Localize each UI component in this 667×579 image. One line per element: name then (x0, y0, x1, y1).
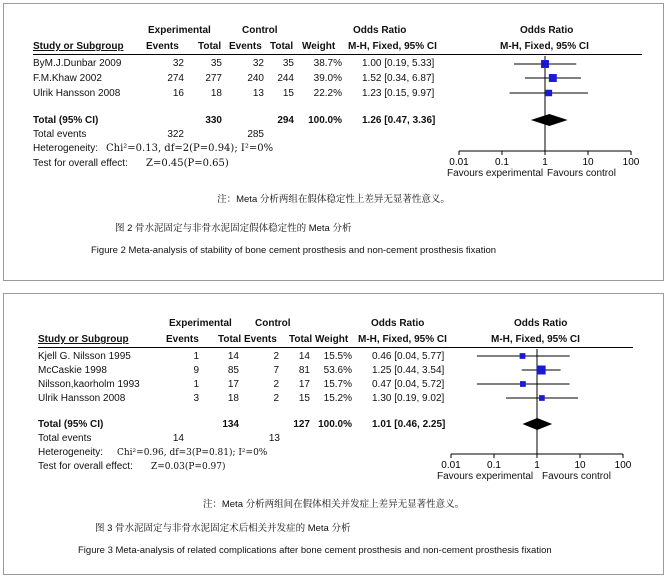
exp-events: 1 (193, 351, 199, 362)
heterogeneity-value: Chi²=0.96, df=3(P=0.81); I²=0% (117, 448, 268, 458)
ctl-total-header: Total (289, 334, 313, 345)
weight-header: Weight (315, 334, 349, 345)
total-events-label: Total events (38, 433, 92, 444)
heterogeneity-label: Heterogeneity: (38, 447, 104, 458)
ctl-events: 2 (273, 379, 279, 390)
exp-total: 17 (227, 379, 239, 390)
ctl-total: 17 (298, 379, 310, 390)
study-name: Kjell G. Nilsson 1995 (38, 351, 131, 362)
study-header: Study or Subgroup (33, 41, 124, 52)
x-tick-label: 0.1 (495, 157, 509, 168)
exp-events: 9 (193, 365, 199, 376)
odds-ratio-ci: 0.47 [0.04, 5.72] (372, 379, 445, 390)
total-weight: 100.0% (318, 419, 352, 430)
total-label: Total (95% CI) (33, 115, 99, 126)
method-header: M-H, Fixed, 95% CI (358, 334, 447, 345)
total-events-label: Total events (33, 129, 87, 140)
study-marker (520, 353, 526, 359)
exp-events: 274 (167, 73, 184, 84)
study-name: Nilsson,kaorholm 1993 (38, 379, 140, 390)
experimental-header: Experimental (148, 25, 211, 36)
weight: 22.2% (313, 88, 342, 99)
favours-control-label: Favours control (542, 471, 611, 482)
ctl-events: 13 (252, 88, 264, 99)
x-tick-label: 1 (542, 157, 548, 168)
weight: 53.6% (323, 365, 352, 376)
ctl-events-header: Events (229, 41, 262, 52)
weight: 15.7% (323, 379, 352, 390)
weight-header: Weight (302, 41, 336, 52)
total-ci: 1.01 [0.46, 2.25] (372, 419, 446, 430)
exp-events: 3 (193, 393, 199, 404)
study-marker (546, 90, 552, 96)
weight: 38.7% (313, 58, 342, 69)
x-tick-label: 0.01 (441, 460, 461, 471)
control-header: Control (255, 318, 291, 329)
study-header: Study or Subgroup (38, 334, 129, 345)
figure-title-en: Figure 3 Meta-analysis of related complications after bone cement prosthesis and non-cement prosthesis fixation (78, 545, 552, 556)
forest-plot (4, 294, 663, 494)
favours-experimental-label: Favours experimental (447, 168, 544, 179)
total-events-ctl: 13 (268, 433, 280, 444)
study-name: ByM.J.Dunbar 2009 (33, 58, 122, 69)
experimental-header: Experimental (169, 318, 232, 329)
ctl-events: 2 (273, 351, 279, 362)
odds-ratio-ci: 1.30 [0.19, 9.02] (372, 393, 445, 404)
ctl-total: 244 (277, 73, 294, 84)
exp-total: 35 (210, 58, 222, 69)
favours-control-label: Favours control (547, 168, 616, 179)
method-header: M-H, Fixed, 95% CI (348, 41, 437, 52)
ctl-total: 15 (282, 88, 294, 99)
total-ctl: 127 (293, 419, 310, 430)
exp-total: 277 (205, 73, 222, 84)
study-name: McCaskie 1998 (38, 365, 107, 376)
exp-total: 85 (227, 365, 239, 376)
odds-ratio-plot-header: Odds Ratio (514, 318, 568, 329)
total-weight: 100.0% (308, 115, 342, 126)
study-name: F.M.Khaw 2002 (33, 73, 102, 84)
total-exp: 330 (205, 115, 222, 126)
ctl-events: 240 (247, 73, 264, 84)
total-events-exp: 322 (167, 129, 184, 140)
weight: 15.5% (323, 351, 352, 362)
figure-note: 注：Meta 分析两组间在假体相关并发症上差异无显著性意义。 (202, 499, 465, 510)
x-tick-label: 10 (574, 460, 586, 471)
exp-events: 32 (172, 58, 184, 69)
study-marker (539, 395, 545, 401)
figure-title-en: Figure 2 Meta-analysis of stability of bone cement prosthesis and non-cement prosthesis fixation (91, 245, 497, 256)
heterogeneity-value: Chi²=0.13, df=2(P=0.94); I²=0% (106, 143, 274, 154)
total-events-ctl: 285 (247, 129, 264, 140)
ctl-total: 81 (298, 365, 310, 376)
x-tick-label: 1 (534, 460, 540, 471)
study-name: Ulrik Hansson 2008 (33, 88, 121, 99)
method-plot-header: M-H, Fixed, 95% CI (500, 41, 589, 52)
overall-effect-label: Test for overall effect: (33, 158, 128, 169)
odds-ratio-plot-header: Odds Ratio (520, 25, 574, 36)
exp-total: 18 (227, 393, 239, 404)
total-ci: 1.26 [0.47, 3.36] (362, 115, 436, 126)
exp-events-header: Events (146, 41, 179, 52)
odds-ratio-ci: 1.23 [0.15, 9.97] (362, 88, 435, 99)
total-exp: 134 (222, 419, 239, 430)
favours-experimental-label: Favours experimental (437, 471, 534, 482)
figure-title-cn: 图 2 骨水泥固定与非骨水泥固定假体稳定性的 Meta 分析 (115, 223, 352, 234)
x-tick-label: 0.01 (449, 157, 469, 168)
odds-ratio-header: Odds Ratio (353, 25, 407, 36)
study-marker (537, 366, 546, 375)
figure-3-panel (3, 293, 664, 575)
figure-note: 注：Meta 分析两组在假体稳定性上差异无显著性意义。 (217, 194, 450, 205)
odds-ratio-ci: 1.00 [0.19, 5.33] (362, 58, 435, 69)
method-plot-header: M-H, Fixed, 95% CI (491, 334, 580, 345)
ctl-events-header: Events (244, 334, 277, 345)
x-tick-label: 10 (582, 157, 594, 168)
x-tick-label: 0.1 (487, 460, 501, 471)
exp-total: 18 (210, 88, 222, 99)
exp-total: 14 (227, 351, 239, 362)
ctl-total: 15 (298, 393, 310, 404)
odds-ratio-ci: 0.46 [0.04, 5.77] (372, 351, 445, 362)
weight: 39.0% (313, 73, 342, 84)
exp-events: 1 (193, 379, 199, 390)
ctl-total: 14 (298, 351, 310, 362)
pooled-diamond (531, 114, 568, 126)
overall-effect-value: Z=0.03(P=0.97) (151, 462, 226, 472)
study-marker (541, 60, 549, 68)
figure-2-panel (3, 3, 664, 281)
figure-title-cn: 图 3 骨水泥固定与非骨水泥固定术后相关并发症的 Meta 分析 (95, 523, 351, 534)
exp-total-header: Total (198, 41, 222, 52)
pooled-diamond (522, 418, 552, 430)
ctl-events: 2 (273, 393, 279, 404)
exp-total-header: Total (218, 334, 242, 345)
total-ctl: 294 (277, 115, 294, 126)
odds-ratio-header: Odds Ratio (371, 318, 425, 329)
ctl-total: 35 (282, 58, 294, 69)
study-marker (520, 381, 526, 387)
x-tick-label: 100 (614, 460, 632, 471)
heterogeneity-label: Heterogeneity: (33, 143, 99, 154)
total-label: Total (95% CI) (38, 419, 104, 430)
odds-ratio-ci: 1.52 [0.34, 6.87] (362, 73, 435, 84)
overall-effect-value: Z=0.45(P=0.65) (146, 158, 229, 169)
ctl-total-header: Total (270, 41, 294, 52)
control-header: Control (242, 25, 278, 36)
ctl-events: 7 (273, 365, 279, 376)
x-tick-label: 100 (622, 157, 640, 168)
total-events-exp: 14 (172, 433, 184, 444)
exp-events: 16 (172, 88, 184, 99)
overall-effect-label: Test for overall effect: (38, 461, 133, 472)
study-marker (549, 74, 557, 82)
odds-ratio-ci: 1.25 [0.44, 3.54] (372, 365, 445, 376)
exp-events-header: Events (166, 334, 199, 345)
weight: 15.2% (323, 393, 352, 404)
study-name: Ulrik Hansson 2008 (38, 393, 126, 404)
ctl-events: 32 (252, 58, 264, 69)
